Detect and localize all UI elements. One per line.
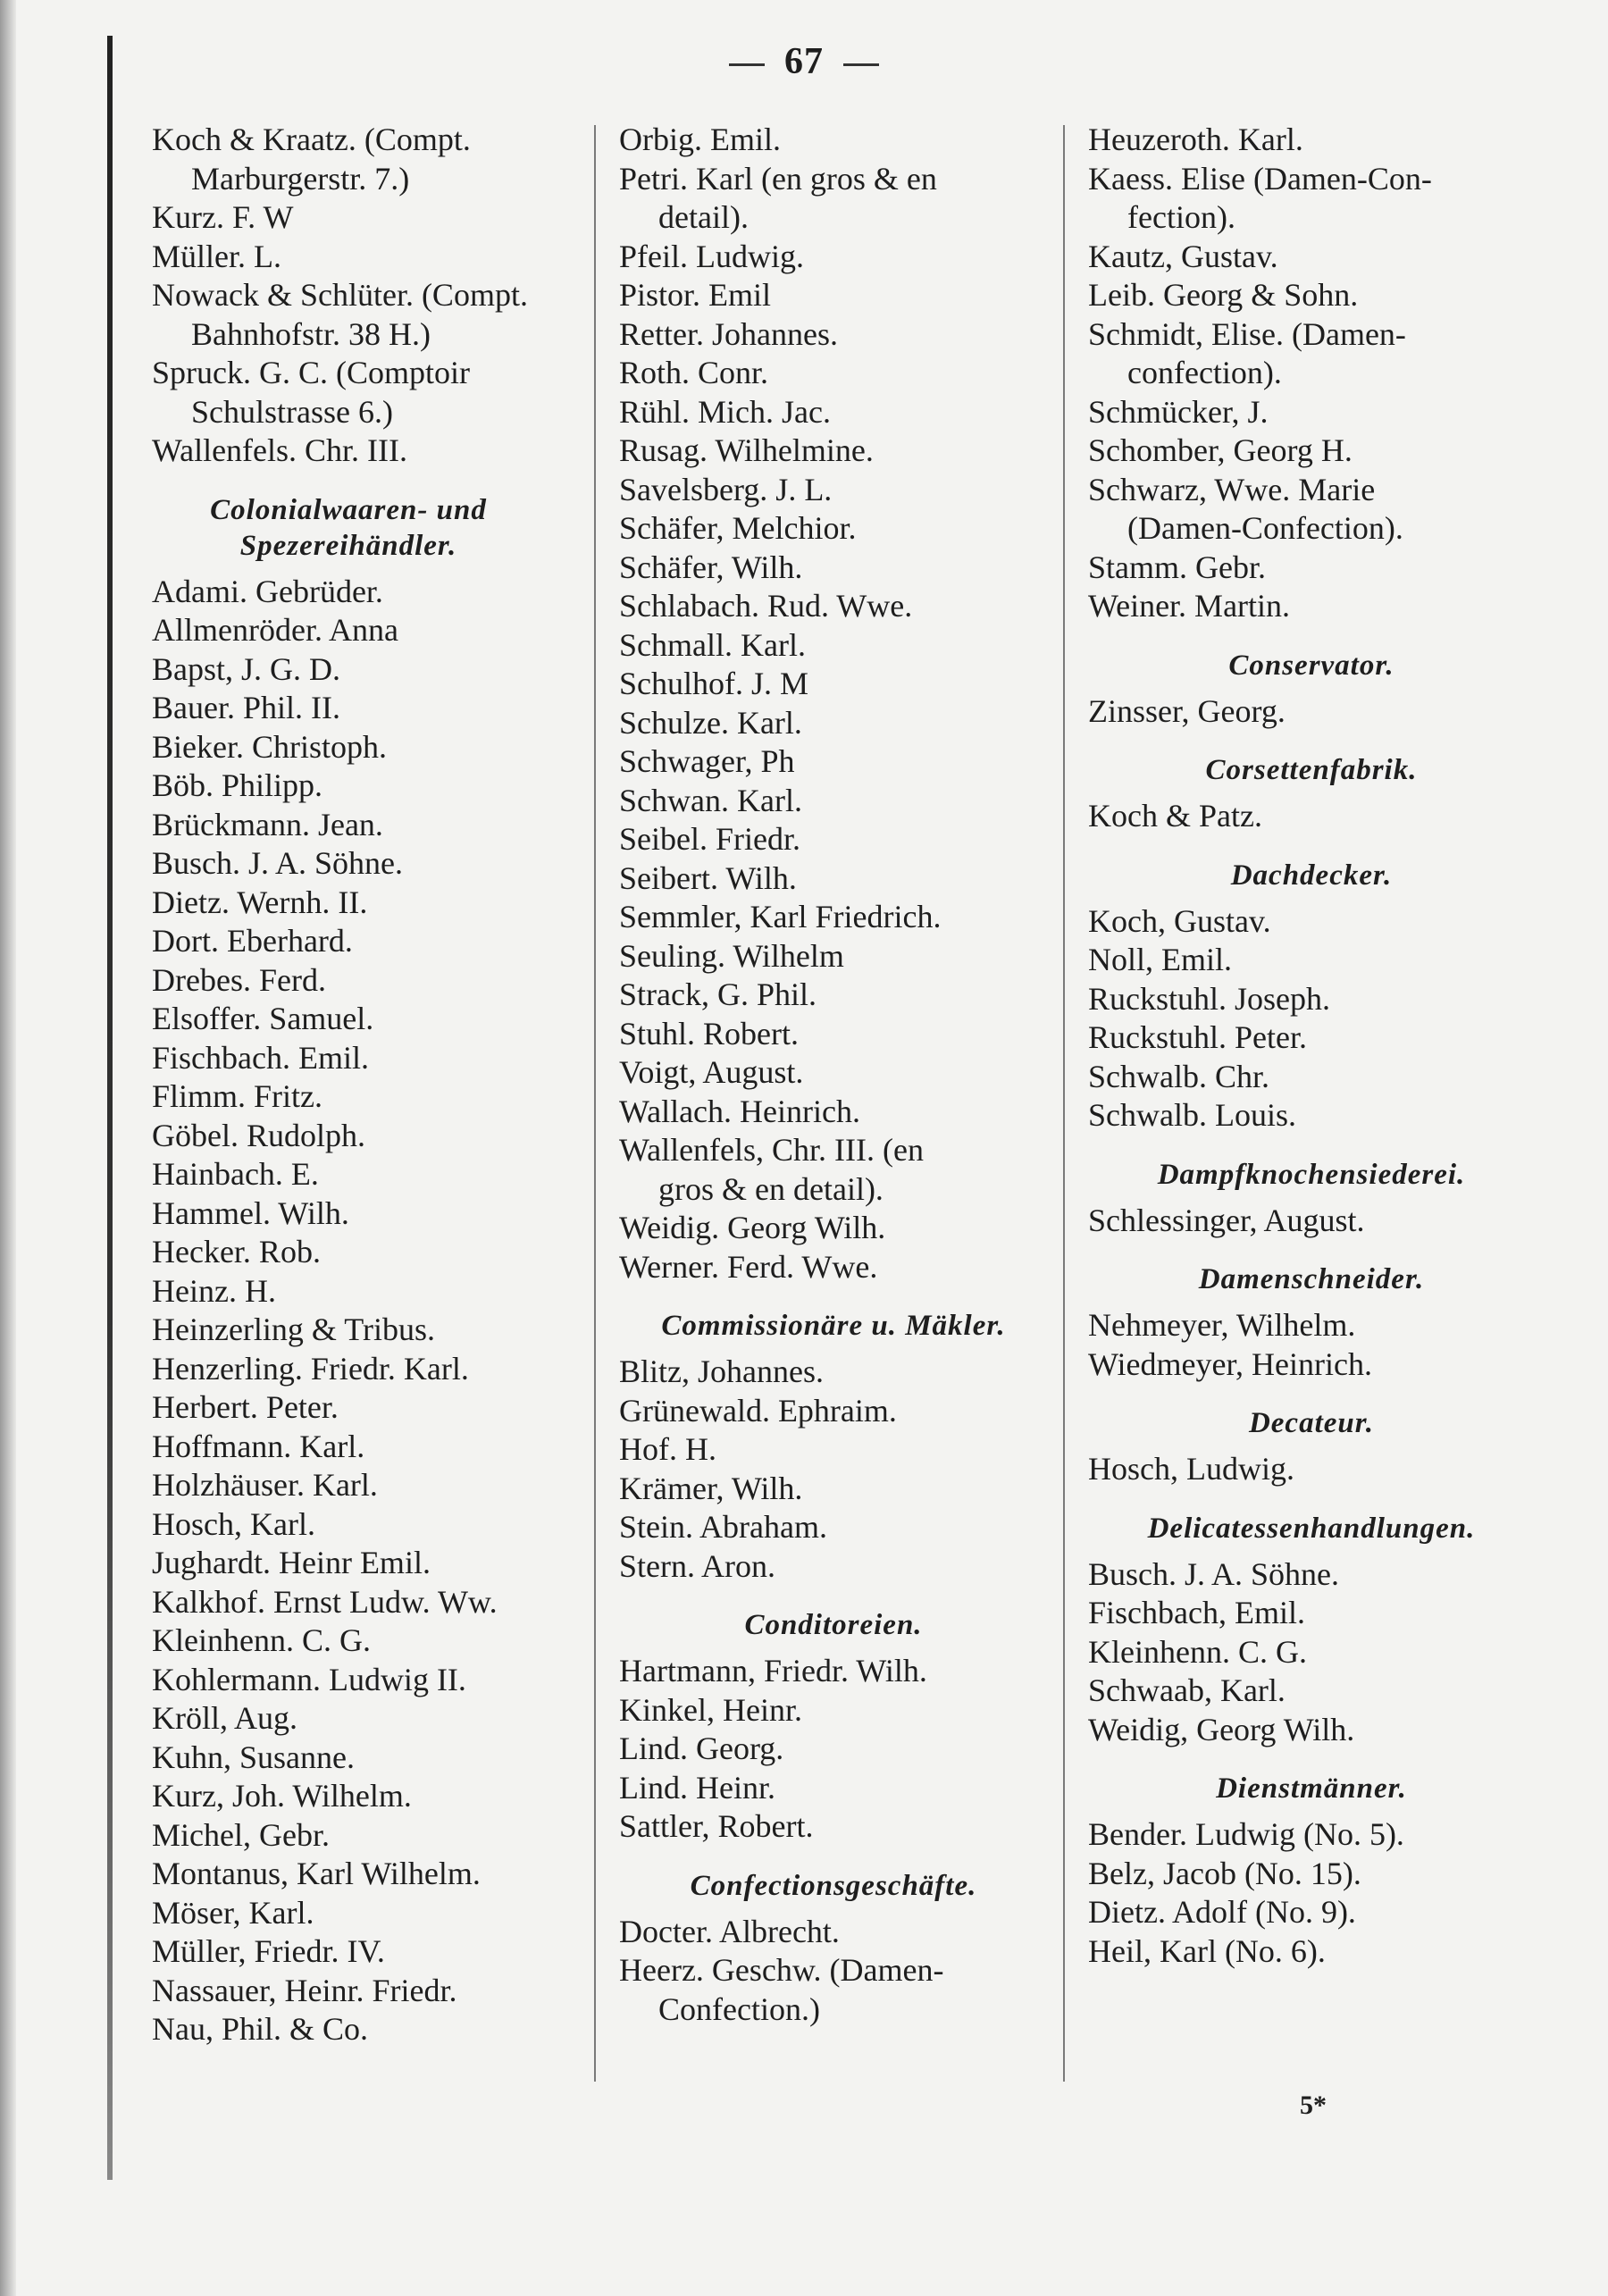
list-item: Krämer, Wilh. <box>619 1470 803 1506</box>
list-item: Heil, Karl (No. 6). <box>1088 1932 1326 1969</box>
list-item: Montanus, Karl Wilhelm. <box>152 1856 481 1891</box>
dash-right <box>843 63 879 66</box>
list-item: Fischbach, Emil. <box>1088 1595 1305 1630</box>
section-heading: Dampfknochensiederei. <box>1157 1158 1466 1191</box>
list-item: Docter. Albrecht. <box>619 1913 840 1949</box>
list-item: Nassauer, Heinr. Friedr. <box>152 1972 457 2008</box>
list-item: Savelsberg. J. L. <box>619 471 833 507</box>
list-item: Marburgerstr. 7.) <box>191 160 410 197</box>
list-item: Blitz, Johannes. <box>619 1353 824 1389</box>
list-item: Ruckstuhl. Peter. <box>1088 1019 1307 1055</box>
list-item: Herbert. Peter. <box>152 1389 339 1425</box>
list-item: Brückmann. Jean. <box>152 806 383 842</box>
entry-list <box>1088 1306 1535 1384</box>
list-item: Schwager, Ph <box>619 743 795 779</box>
list-item: Confection.) <box>658 1990 820 2027</box>
list-item: Hof. H. <box>619 1431 716 1467</box>
list-item: Schmall. Karl. <box>619 626 806 663</box>
list-item: Henzerling. Friedr. Karl. <box>152 1350 469 1387</box>
list-item: Adami. Gebrüder. <box>152 573 383 609</box>
list-item: Wallach. Heinrich. <box>619 1093 860 1129</box>
list-item: Grünewald. Ephraim. <box>619 1392 897 1429</box>
list-item: Schulstrasse 6.) <box>191 393 393 430</box>
list-item: Bieker. Christoph. <box>152 728 387 765</box>
list-item: Heinz. H. <box>152 1272 276 1309</box>
list-item: Stern. Aron. <box>619 1547 775 1584</box>
list-item: Hammel. Wilh. <box>152 1194 349 1231</box>
list-item: Kleinhenn. C. G. <box>152 1622 371 1658</box>
list-item: Schlabach. Rud. Wwe. <box>619 588 913 624</box>
list-item: Schmidt, Elise. (Damen- <box>1088 315 1406 352</box>
list-item: Dort. Eberhard. <box>152 923 353 959</box>
section-heading-line: Colonialwaaren- und <box>210 493 487 526</box>
list-item: Flimm. Fritz. <box>152 1078 323 1114</box>
list-item: Bender. Ludwig (No. 5). <box>1088 1816 1404 1852</box>
list-item: Busch. J. A. Söhne. <box>152 845 404 881</box>
list-item: Kröll, Aug. <box>152 1700 298 1736</box>
list-item: Bahnhofstr. 38 H.) <box>191 315 431 352</box>
list-item: Dietz. Wernh. II. <box>152 884 368 920</box>
list-item: Kautz, Gustav. <box>1088 238 1278 274</box>
list-item: Kalkhof. Ernst Ludw. Ww. <box>152 1583 498 1620</box>
list-item: Kohlermann. Ludwig II. <box>152 1661 466 1697</box>
list-item: Holzhäuser. Karl. <box>152 1467 378 1503</box>
page-number-header <box>0 40 1608 83</box>
column-3 <box>1088 121 1535 1971</box>
list-item: Kleinhenn. C. G. <box>1088 1633 1307 1670</box>
list-item: Wallenfels. Chr. III. <box>152 432 408 468</box>
section-heading: Decateur. <box>1248 1407 1375 1439</box>
list-item: Dietz. Adolf (No. 9). <box>1088 1894 1356 1930</box>
list-item: Drebes. Ferd. <box>152 961 326 998</box>
section-heading <box>152 471 581 573</box>
list-item: Nau, Phil. & Co. <box>152 2011 369 2047</box>
list-item: Ruckstuhl. Joseph. <box>1088 980 1331 1017</box>
list-item: Lind. Heinr. <box>619 1769 775 1806</box>
section-heading: Damenschneider. <box>1198 1263 1425 1295</box>
list-item: Bapst, J. G. D. <box>152 650 341 687</box>
section-heading: Confectionsgeschäfte. <box>690 1869 977 1902</box>
list-item: Belz, Jacob (No. 15). <box>1088 1855 1361 1891</box>
list-item: Nehmeyer, Wilhelm. <box>1088 1307 1356 1343</box>
list-item: Noll, Emil. <box>1088 942 1232 977</box>
section-heading: Dienstmänner. <box>1216 1772 1407 1805</box>
list-item: Schwalb. Louis. <box>1088 1097 1296 1133</box>
list-item: Göbel. Rudolph. <box>152 1117 365 1153</box>
list-item: Weiner. Martin. <box>1088 588 1291 624</box>
list-item: Spruck. G. C. (Comptoir <box>152 355 470 390</box>
entry-list <box>1088 692 1535 732</box>
list-item: Rühl. Mich. Jac. <box>619 393 831 430</box>
list-item: Kurz. F. W <box>152 199 294 235</box>
entry-list <box>619 1652 1048 1847</box>
list-item: Wiedmeyer, Heinrich. <box>1088 1345 1372 1382</box>
list-item: Allmenröder. Anna <box>152 612 398 648</box>
list-item: detail). <box>658 199 749 235</box>
list-item: Schäfer, Wilh. <box>619 549 803 585</box>
entry-list <box>1088 1815 1535 1971</box>
list-item: Heinzerling & Tribus. <box>152 1311 436 1347</box>
list-item: Jughardt. Heinr Emil. <box>152 1545 431 1580</box>
entry-list <box>1088 902 1535 1135</box>
list-item: Sattler, Robert. <box>619 1808 814 1844</box>
entry-list <box>1088 1450 1535 1489</box>
list-item: Hosch, Ludwig. <box>1088 1451 1294 1487</box>
list-item: Strack, G. Phil. <box>619 976 817 1012</box>
list-item: fection). <box>1127 199 1235 235</box>
list-item: Hecker. Rob. <box>152 1234 321 1270</box>
list-item: Böb. Philipp. <box>152 767 323 803</box>
list-item: Elsoffer. Samuel. <box>152 1001 374 1036</box>
list-item: Pistor. Emil <box>619 277 772 313</box>
page-edge-line <box>107 36 113 2180</box>
list-item: Schomber, Georg H. <box>1088 432 1353 468</box>
list-item: Schwaab, Karl. <box>1088 1672 1286 1708</box>
entry-list <box>619 121 1048 1286</box>
list-item: Schwan. Karl. <box>619 782 802 818</box>
dash-left <box>729 63 765 66</box>
list-item: Seibel. Friedr. <box>619 821 800 857</box>
list-item: Pfeil. Ludwig. <box>619 238 804 274</box>
column-2 <box>619 121 1048 2029</box>
entry-list <box>1088 797 1535 836</box>
list-item: Orbig. Emil. <box>619 122 781 157</box>
list-item: Roth. Conr. <box>619 355 769 390</box>
list-item: Seuling. Wilhelm <box>619 937 844 974</box>
list-item: gros & en detail). <box>658 1170 884 1207</box>
section-heading: Conditoreien. <box>744 1609 923 1641</box>
column-divider-2 <box>1063 125 1065 2082</box>
column-divider-1 <box>594 125 596 2082</box>
list-item: Retter. Johannes. <box>619 315 838 352</box>
list-item: Kaess. Elise (Damen-Con- <box>1088 160 1432 197</box>
list-item: Koch & Patz. <box>1088 798 1262 834</box>
entry-list <box>1088 1555 1535 1750</box>
list-item: Heuzeroth. Karl. <box>1088 122 1303 157</box>
entry-list <box>619 1913 1048 2030</box>
list-item: Hoffmann. Karl. <box>152 1428 365 1464</box>
section-heading-line: Spezereihändler. <box>239 529 457 562</box>
section-heading: Corsettenfabrik. <box>1205 754 1418 786</box>
list-item: Seibert. Wilh. <box>619 859 797 896</box>
list-item: Heerz. Geschw. (Damen- <box>619 1952 944 1988</box>
list-item: Fischbach. Emil. <box>152 1039 369 1076</box>
list-item: Rusag. Wilhelmine. <box>619 432 874 468</box>
list-item: Kuhn, Susanne. <box>152 1739 355 1775</box>
list-item: Schwarz, Wwe. Marie <box>1088 471 1376 507</box>
list-item: Schulhof. J. M <box>619 666 809 701</box>
entry-list <box>619 1353 1048 1586</box>
entry-list <box>152 573 581 2049</box>
page-number: 67 <box>784 41 824 82</box>
list-item: Hainbach. E. <box>152 1156 319 1192</box>
list-item: Stuhl. Robert. <box>619 1015 800 1052</box>
section-heading: Conservator. <box>1228 649 1394 682</box>
list-item: Werner. Ferd. Wwe. <box>619 1248 878 1285</box>
list-item: Zinsser, Georg. <box>1088 692 1286 729</box>
list-item: Kinkel, Heinr. <box>619 1691 802 1728</box>
list-item: confection). <box>1127 355 1282 390</box>
section-heading: Delicatessenhandlungen. <box>1147 1512 1476 1545</box>
list-item: Weidig. Georg Wilh. <box>619 1210 886 1245</box>
entry-list <box>1088 121 1535 626</box>
list-item: Weidig, Georg Wilh. <box>1088 1711 1355 1747</box>
list-item: Schäfer, Melchior. <box>619 510 857 546</box>
list-item: Bauer. Phil. II. <box>152 690 340 725</box>
list-item: Stein. Abraham. <box>619 1509 827 1545</box>
list-item: Müller, Friedr. IV. <box>152 1933 385 1969</box>
section-heading: Dachdecker. <box>1230 859 1393 892</box>
list-item: Hartmann, Friedr. Wilh. <box>619 1653 927 1688</box>
list-item: Leib. Georg & Sohn. <box>1088 277 1359 313</box>
list-item: Müller. L. <box>152 238 281 274</box>
list-item: (Damen-Confection). <box>1127 510 1403 546</box>
list-item: Stamm. Gebr. <box>1088 549 1266 585</box>
list-item: Koch & Kraatz. (Compt. <box>152 122 471 157</box>
list-item: Michel, Gebr. <box>152 1816 330 1853</box>
list-item: Voigt, August. <box>619 1054 804 1090</box>
list-item: Semmler, Karl Friedrich. <box>619 899 942 934</box>
list-item: Kurz, Joh. Wilhelm. <box>152 1778 412 1814</box>
list-item: Möser, Karl. <box>152 1894 314 1931</box>
section-heading: Commissionäre u. Mäkler. <box>661 1310 1006 1342</box>
list-item: Schmücker, J. <box>1088 393 1269 430</box>
list-item: Koch, Gustav. <box>1088 902 1271 939</box>
list-item: Wallenfels, Chr. III. (en <box>619 1132 924 1168</box>
scan-shadow <box>0 0 16 2296</box>
list-item: Nowack & Schlüter. (Compt. <box>152 277 528 313</box>
list-item: Petri. Karl (en gros & en <box>619 160 937 197</box>
list-item: Schlessinger, August. <box>1088 1202 1365 1238</box>
signature-mark: 5* <box>1300 2091 1327 2120</box>
column-1 <box>152 121 581 2049</box>
entry-list <box>1088 1202 1535 1241</box>
list-item: Schwalb. Chr. <box>1088 1058 1269 1094</box>
list-item: Busch. J. A. Söhne. <box>1088 1555 1340 1592</box>
list-item: Lind. Georg. <box>619 1730 784 1766</box>
list-item: Schulze. Karl. <box>619 704 802 741</box>
list-item: Hosch, Karl. <box>152 1505 315 1542</box>
